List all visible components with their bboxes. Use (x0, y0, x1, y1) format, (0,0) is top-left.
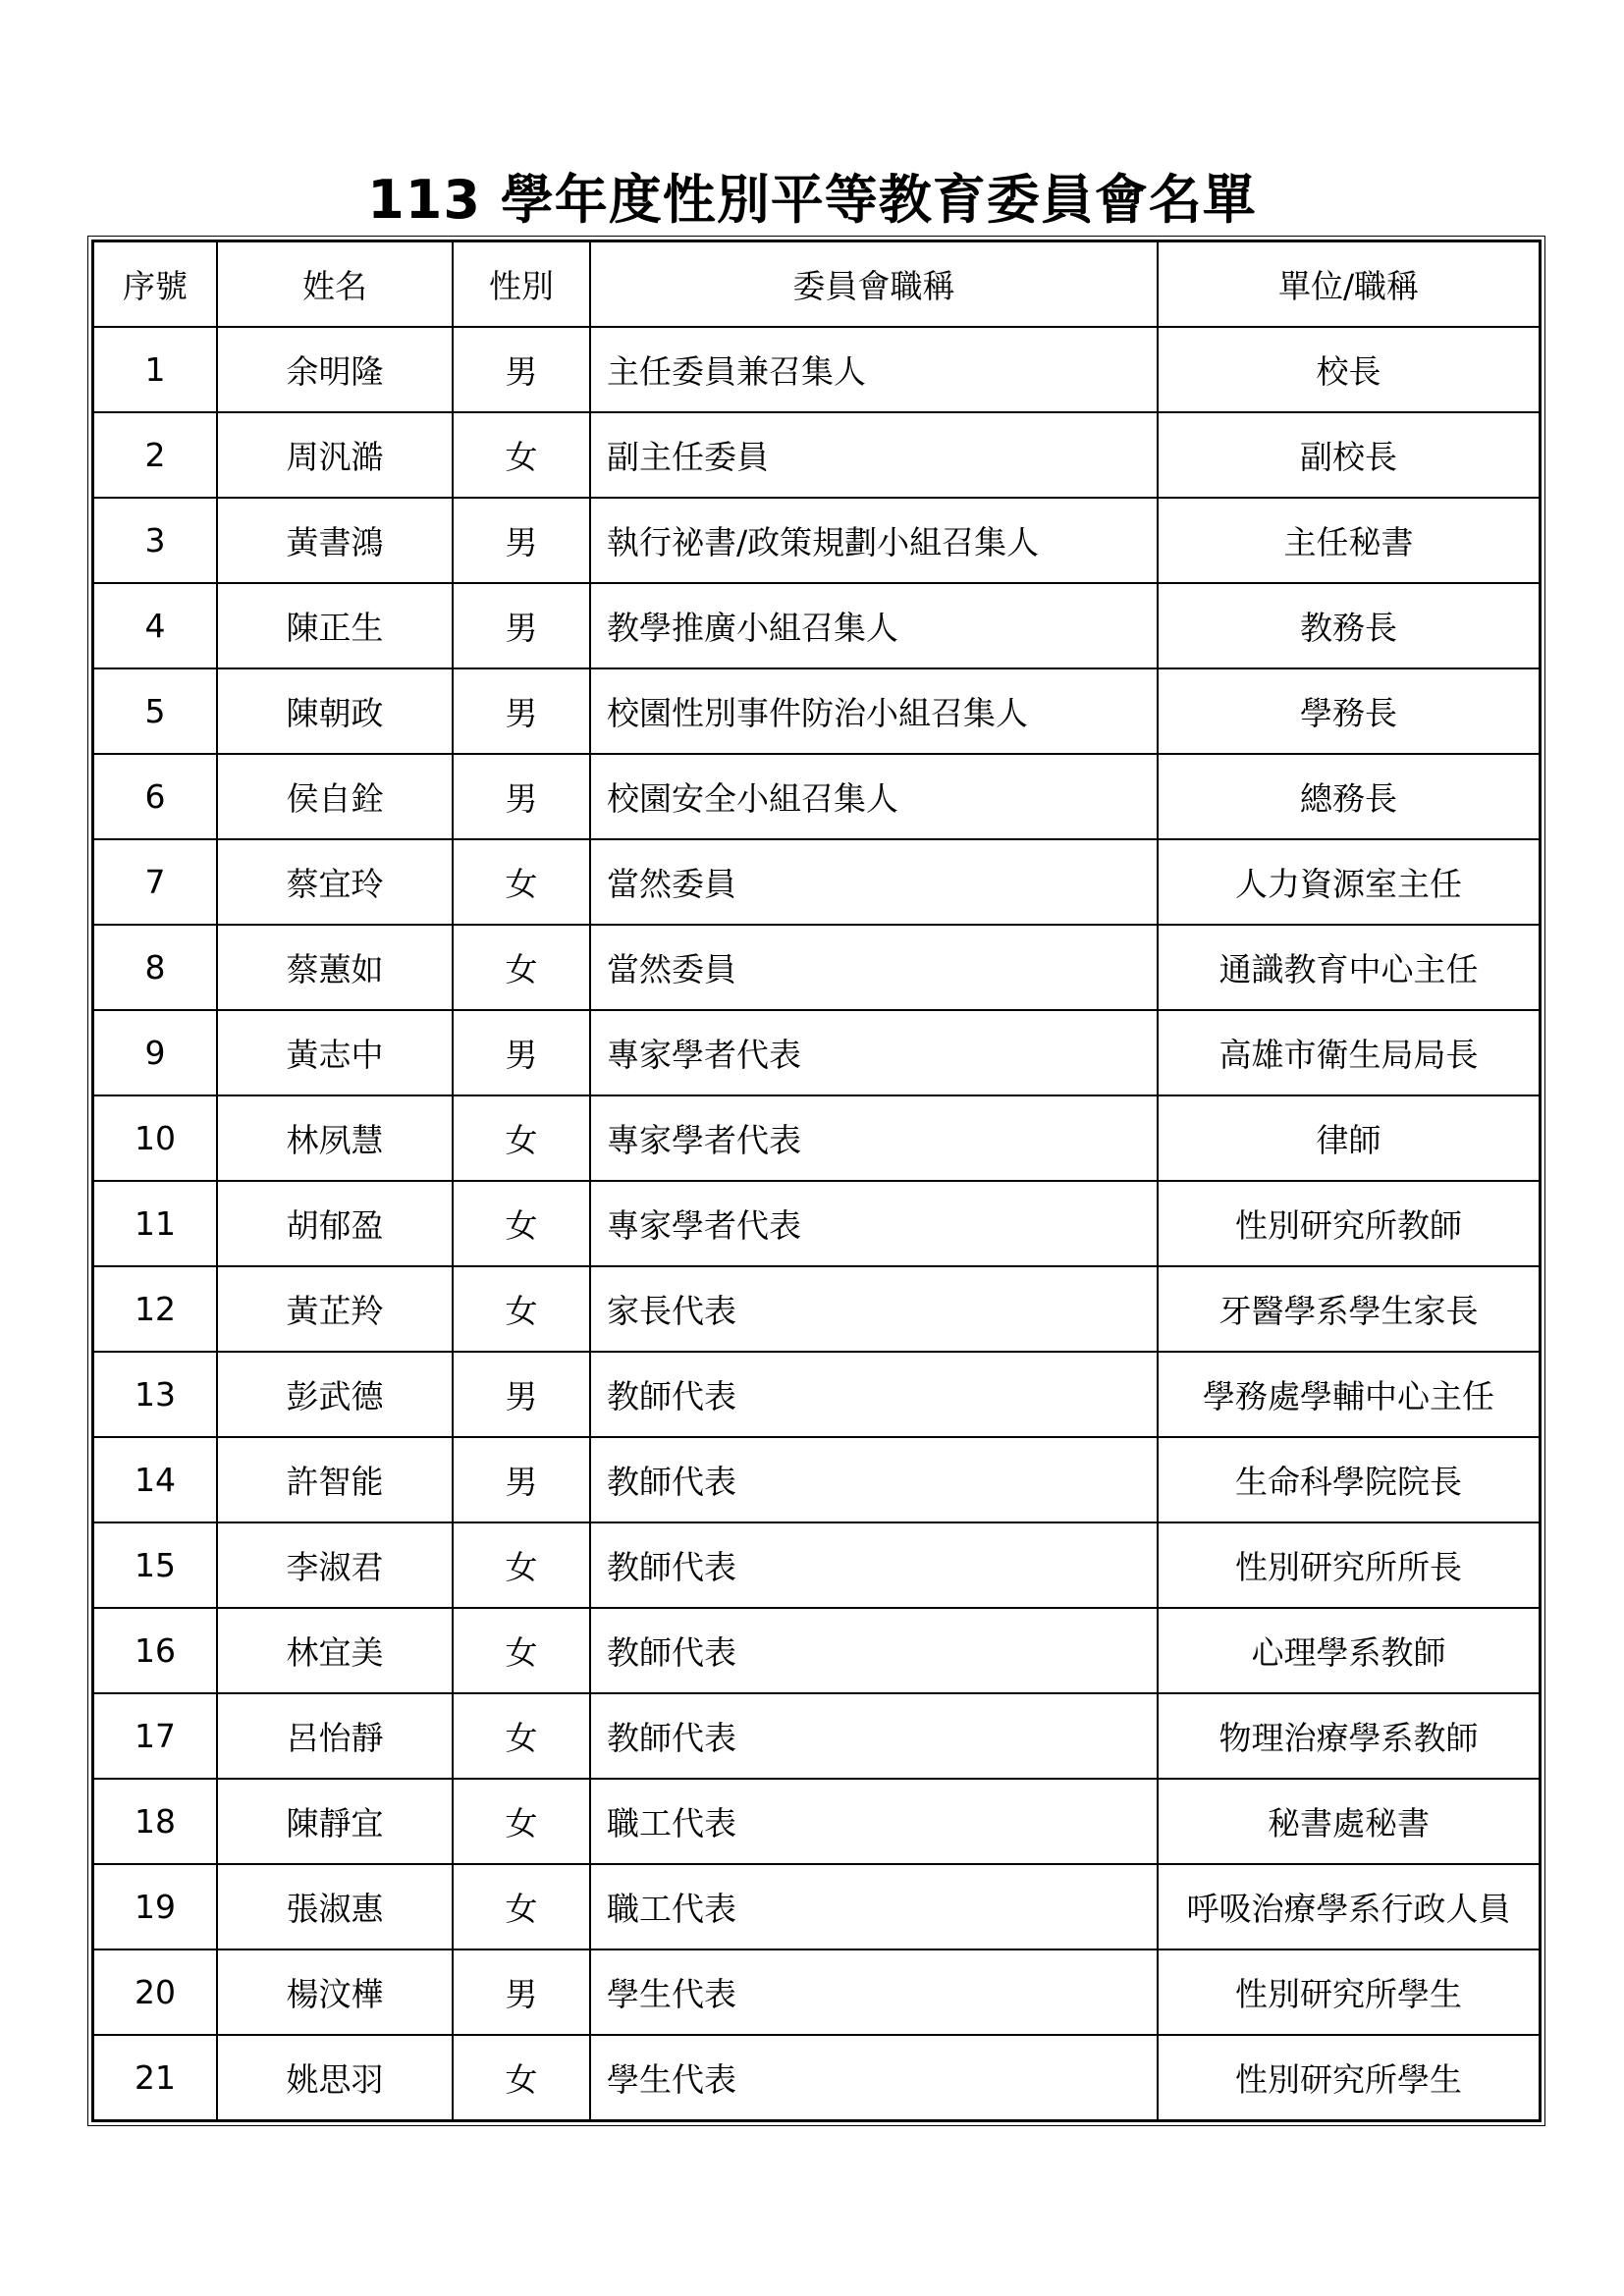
serial-no-cell: 12 (93, 1266, 218, 1352)
table-row (93, 668, 1541, 754)
member-name-cell: 陳朝政 (217, 668, 453, 754)
table-row (93, 1095, 1541, 1181)
committee-title-cell: 主任委員兼召集人 (590, 327, 1158, 412)
gender-cell: 男 (453, 668, 590, 754)
serial-no-cell: 3 (93, 498, 218, 583)
unit-position-cell: 學務處學輔中心主任 (1158, 1352, 1541, 1437)
gender-cell: 男 (453, 754, 590, 839)
member-name-cell: 許智能 (217, 1437, 453, 1522)
header-gender: 性別 (453, 241, 590, 328)
member-name-cell: 侯自銓 (217, 754, 453, 839)
committee-title-cell: 教師代表 (590, 1522, 1158, 1608)
page-title: 113 學年度性別平等教育委員會名單 (367, 169, 1257, 232)
gender-cell: 女 (453, 1522, 590, 1608)
member-name-cell: 陳正生 (217, 583, 453, 668)
member-name-cell: 蔡宜玲 (217, 839, 453, 925)
table-row (93, 1949, 1541, 2035)
header-serial-no: 序號 (93, 241, 218, 328)
header-name: 姓名 (217, 241, 453, 328)
committee-title-cell: 職工代表 (590, 1864, 1158, 1949)
table-row (93, 1266, 1541, 1352)
serial-no-cell: 19 (93, 1864, 218, 1949)
gender-cell: 女 (453, 1864, 590, 1949)
table-row (93, 412, 1541, 498)
committee-title-cell: 職工代表 (590, 1779, 1158, 1864)
unit-position-cell: 性別研究所學生 (1158, 2035, 1541, 2121)
table-row (93, 583, 1541, 668)
committee-title-cell: 專家學者代表 (590, 1095, 1158, 1181)
member-name-cell: 黃芷羚 (217, 1266, 453, 1352)
committee-title-cell: 校園安全小組召集人 (590, 754, 1158, 839)
gender-cell: 女 (453, 1095, 590, 1181)
serial-no-cell: 1 (93, 327, 218, 412)
member-name-cell: 周汎澔 (217, 412, 453, 498)
table-row (93, 1010, 1541, 1095)
gender-cell: 女 (453, 1181, 590, 1266)
unit-position-cell: 性別研究所教師 (1158, 1181, 1541, 1266)
member-name-cell: 張淑惠 (217, 1864, 453, 1949)
serial-no-cell: 20 (93, 1949, 218, 2035)
member-name-cell: 李淑君 (217, 1522, 453, 1608)
unit-position-cell: 性別研究所所長 (1158, 1522, 1541, 1608)
table-row (93, 925, 1541, 1010)
gender-cell: 女 (453, 1779, 590, 1864)
table-row (93, 1864, 1541, 1949)
table-row (93, 1779, 1541, 1864)
unit-position-cell: 通識教育中心主任 (1158, 925, 1541, 1010)
member-name-cell: 呂怡靜 (217, 1693, 453, 1779)
serial-no-cell: 6 (93, 754, 218, 839)
unit-position-cell: 生命科學院院長 (1158, 1437, 1541, 1522)
table-row (93, 2035, 1541, 2121)
table-row (93, 1437, 1541, 1522)
committee-title-cell: 家長代表 (590, 1266, 1158, 1352)
table-row (93, 1522, 1541, 1608)
table-row (93, 498, 1541, 583)
member-name-cell: 陳靜宜 (217, 1779, 453, 1864)
unit-position-cell: 牙醫學系學生家長 (1158, 1266, 1541, 1352)
gender-cell: 男 (453, 1010, 590, 1095)
committee-title-cell: 副主任委員 (590, 412, 1158, 498)
header-unit-position: 單位/職稱 (1158, 241, 1541, 328)
gender-cell: 男 (453, 583, 590, 668)
serial-no-cell: 15 (93, 1522, 218, 1608)
gender-cell: 女 (453, 2035, 590, 2121)
table-row (93, 1181, 1541, 1266)
serial-no-cell: 9 (93, 1010, 218, 1095)
serial-no-cell: 4 (93, 583, 218, 668)
unit-position-cell: 律師 (1158, 1095, 1541, 1181)
table-header-row (93, 241, 1541, 328)
table-row (93, 754, 1541, 839)
member-name-cell: 林宜美 (217, 1608, 453, 1693)
unit-position-cell: 校長 (1158, 327, 1541, 412)
serial-no-cell: 21 (93, 2035, 218, 2121)
member-name-cell: 彭武德 (217, 1352, 453, 1437)
committee-roster-table (91, 240, 1542, 2122)
serial-no-cell: 10 (93, 1095, 218, 1181)
table-row (93, 1352, 1541, 1437)
unit-position-cell: 心理學系教師 (1158, 1608, 1541, 1693)
gender-cell: 男 (453, 498, 590, 583)
gender-cell: 女 (453, 1693, 590, 1779)
committee-title-cell: 學生代表 (590, 1949, 1158, 2035)
member-name-cell: 林夙慧 (217, 1095, 453, 1181)
committee-title-cell: 學生代表 (590, 2035, 1158, 2121)
serial-no-cell: 7 (93, 839, 218, 925)
serial-no-cell: 13 (93, 1352, 218, 1437)
table-row (93, 839, 1541, 925)
serial-no-cell: 16 (93, 1608, 218, 1693)
header-committee-title: 委員會職稱 (590, 241, 1158, 328)
committee-title-cell: 當然委員 (590, 839, 1158, 925)
committee-title-cell: 教師代表 (590, 1693, 1158, 1779)
committee-title-cell: 教師代表 (590, 1608, 1158, 1693)
committee-title-cell: 執行祕書/政策規劃小組召集人 (590, 498, 1158, 583)
table-row (93, 327, 1541, 412)
table-row (93, 1693, 1541, 1779)
unit-position-cell: 教務長 (1158, 583, 1541, 668)
unit-position-cell: 高雄市衛生局局長 (1158, 1010, 1541, 1095)
serial-no-cell: 17 (93, 1693, 218, 1779)
gender-cell: 男 (453, 1437, 590, 1522)
committee-title-cell: 校園性別事件防治小組召集人 (590, 668, 1158, 754)
member-name-cell: 黃書鴻 (217, 498, 453, 583)
serial-no-cell: 14 (93, 1437, 218, 1522)
unit-position-cell: 性別研究所學生 (1158, 1949, 1541, 2035)
unit-position-cell: 總務長 (1158, 754, 1541, 839)
unit-position-cell: 副校長 (1158, 412, 1541, 498)
member-name-cell: 蔡蕙如 (217, 925, 453, 1010)
unit-position-cell: 呼吸治療學系行政人員 (1158, 1864, 1541, 1949)
committee-title-cell: 專家學者代表 (590, 1010, 1158, 1095)
committee-title-cell: 教師代表 (590, 1352, 1158, 1437)
gender-cell: 女 (453, 1608, 590, 1693)
unit-position-cell: 學務長 (1158, 668, 1541, 754)
serial-no-cell: 2 (93, 412, 218, 498)
member-name-cell: 姚思羽 (217, 2035, 453, 2121)
gender-cell: 女 (453, 839, 590, 925)
unit-position-cell: 人力資源室主任 (1158, 839, 1541, 925)
committee-title-cell: 教學推廣小組召集人 (590, 583, 1158, 668)
committee-title-cell: 當然委員 (590, 925, 1158, 1010)
gender-cell: 女 (453, 925, 590, 1010)
gender-cell: 男 (453, 327, 590, 412)
member-name-cell: 楊汶樺 (217, 1949, 453, 2035)
serial-no-cell: 11 (93, 1181, 218, 1266)
unit-position-cell: 秘書處秘書 (1158, 1779, 1541, 1864)
unit-position-cell: 物理治療學系教師 (1158, 1693, 1541, 1779)
unit-position-cell: 主任秘書 (1158, 498, 1541, 583)
member-name-cell: 黃志中 (217, 1010, 453, 1095)
serial-no-cell: 8 (93, 925, 218, 1010)
serial-no-cell: 18 (93, 1779, 218, 1864)
gender-cell: 女 (453, 412, 590, 498)
committee-title-cell: 教師代表 (590, 1437, 1158, 1522)
serial-no-cell: 5 (93, 668, 218, 754)
member-name-cell: 胡郁盈 (217, 1181, 453, 1266)
table-row (93, 1608, 1541, 1693)
gender-cell: 男 (453, 1949, 590, 2035)
table-body (93, 327, 1541, 2121)
gender-cell: 男 (453, 1352, 590, 1437)
member-name-cell: 余明隆 (217, 327, 453, 412)
gender-cell: 女 (453, 1266, 590, 1352)
committee-title-cell: 專家學者代表 (590, 1181, 1158, 1266)
